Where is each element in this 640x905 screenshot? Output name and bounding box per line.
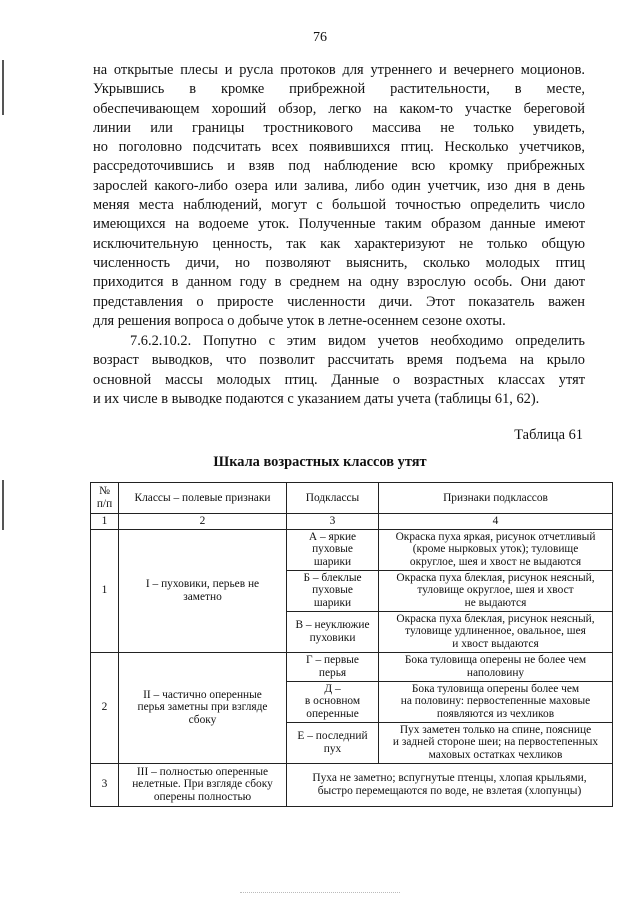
class-cell: III – полностью оперенные нелетные. При взгляде сбоку оперены полностью [119,763,287,806]
header-subclasses: Подклассы [287,483,379,514]
paragraph-1 [93,61,585,331]
text-line: Укрывшись в кромке прибрежной растительности, в месте, [93,81,585,98]
merged-feature-cell: Пуха не заметно; вспугнутые птенцы, хлопая крыльями, быстро перемещаются по воде, не взлетая (хлопунцы) [287,763,613,806]
class-cell: I – пуховики, перьев не заметно [119,529,287,652]
table-header-row [91,483,613,514]
page-number: 76 [313,30,327,45]
text-line: и их числе в выводке подаются с указанием даты учета (таблицы 61, 62). [93,390,540,407]
text-line: меняя места наблюдений, могут с большой точностью определить число [93,197,585,214]
paragraph-2 [93,332,585,409]
subclass-cell: А – яркие пуховые шарики [287,529,379,570]
subclass-cell: Д – в основном оперенные [287,681,379,722]
text-line: но поголовно подсчитать всех появившихся птиц. Несколько учетчиков, [93,139,585,156]
class-cell: II – частично оперенные перья заметны при взгляде сбоку [119,652,287,763]
header-classes: Классы – полевые признаки [119,483,287,514]
feature-cell: Окраска пуха блеклая, рисунок неясный, туловище округлое, шея и хвост не выдаются [379,570,613,611]
scan-edge-mark [2,60,4,115]
row-number: 1 [91,529,119,652]
subclass-cell: Г – первые перья [287,652,379,681]
column-number: 2 [119,514,287,530]
table-row [91,529,613,570]
subclass-cell: Е – последний пух [287,722,379,763]
text-line: приходится в данном году в среднем на одну взрослую особь. Они дают [93,274,585,291]
feature-cell: Окраска пуха яркая, рисунок отчетливый (кроме нырковых уток); туловище округлое, шея и хвост не выдаются [379,529,613,570]
row-number: 2 [91,652,119,763]
subclass-cell: В – неуклюжие пуховики [287,611,379,652]
text-line: 7.6.2.10.2. Попутно с этим видом учетов необходимо определить [130,333,585,349]
table-row [91,652,613,681]
feature-cell: Бока туловища оперены не более чем наполовину [379,652,613,681]
column-number-row [91,514,613,530]
text-line: возраст выводков, что позволит рассчитать время подъема на крыло [93,352,585,369]
text-line: обеспечивающем хороший обзор, легко на каком-то участке береговой [93,100,585,117]
feature-cell: Окраска пуха блеклая, рисунок неясный, туловище удлиненное, овальное, шея и хвост выдаются [379,611,613,652]
column-number: 4 [379,514,613,530]
column-number: 1 [91,514,119,530]
header-number: № п/п [91,483,119,514]
table-title: Шкала возрастных классов утят [213,454,427,470]
text-line: рассредоточившись и взяв под наблюдение всю кромку прибрежных [93,158,585,175]
age-classes-table [90,482,613,807]
text-line: основной массы молодых птиц. Данные о возрастных классах утят [93,371,585,388]
table-label: Таблица 61 [514,427,583,443]
column-number: 3 [287,514,379,530]
scan-edge-mark [2,480,4,530]
text-line: на открытые плесы и русла протоков для утреннего и вечернего моционов. [93,62,585,78]
text-line: линии или границы тростникового массива не только увидеть, [93,119,585,136]
text-line: исключительную ценность, так как характеризуют не только общую [93,235,585,252]
scan-bottom-marks [240,892,400,893]
subclass-cell: Б – блеклые пуховые шарики [287,570,379,611]
header-features: Признаки подклассов [379,483,613,514]
text-line: представления о приросте численности дичи. Этот показатель важен [93,293,585,310]
text-line: численность дичи, но позволяют выяснить, сколько молодых птиц [93,254,585,271]
table-row [91,763,613,806]
feature-cell: Пух заметен только на спине, пояснице и задней стороне шеи; на первостепенных маховых остатках чехликов [379,722,613,763]
text-line: имеющихся на водоеме уток. Полученные таким образом данные имеют [93,216,585,233]
row-number: 3 [91,763,119,806]
feature-cell: Бока туловища оперены более чем на половину: первостепенные маховые появляются из чехликов [379,681,613,722]
text-line: зарослей какого-либо озера или залива, либо один учетчик, изо дня в день [93,177,585,194]
text-line: для решения вопроса о добыче уток в летне-осеннем сезоне охоты. [93,312,506,329]
